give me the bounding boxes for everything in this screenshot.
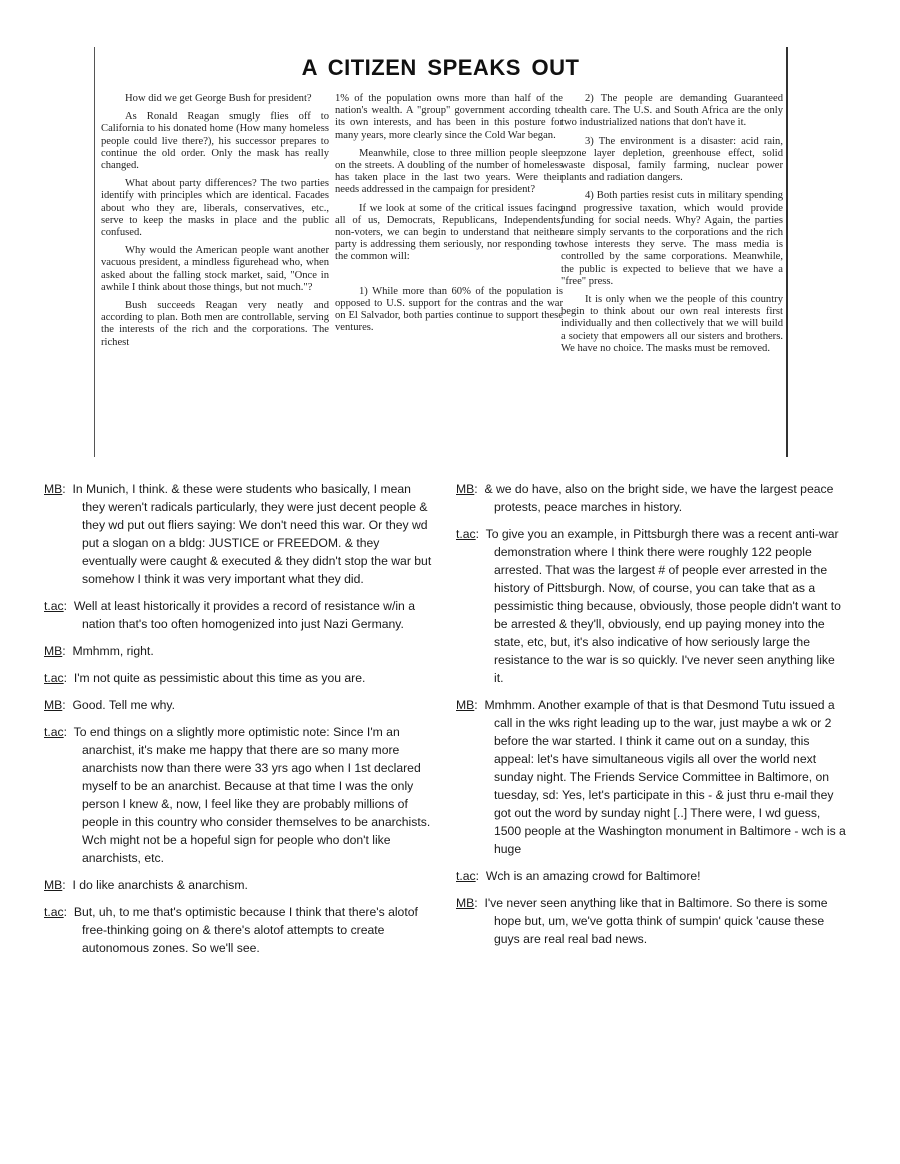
transcript-left-column <box>44 480 434 966</box>
clipping-paragraph: As Ronald Reagan smugly flies off to California to his donated home (How many homeless people could live there?), his successor prepares to continue the old order. Only the mask has really changed. <box>101 111 329 172</box>
dialogue-text: But, uh, to me that's optimistic because I think that there's alotof free-thinking going on & there's alotof attempts to create autonomous zones. So we'll see. <box>73 905 418 955</box>
dialogue-text: Mmhmm. Another example of that is that Desmond Tutu issued a call in the wks right leading up to the war, just maybe a wk or 2 before the war started. I think it came out on a sunday, this appeal: let's have simultaneous vigils all over the world next sunday night. The Friends Service Committee in Baltimore, on tuesday, sd: Yes, let's participate in this - & just thru e-mail they got out the word by sunday night [..] There were, I wd guess, 1500 people at the Washington monument in Baltimore - wch is a huge <box>484 698 846 856</box>
dialogue-entry: MB: Mmhmm, right. <box>44 644 154 658</box>
dialogue-text: In Munich, I think. & these were students who basically, I mean they weren't radicals particularly, they were just decent people & they wd put out fliers saying: We don't need this war. Or they wd put a slogan on a bldg: JUSTICE or FREEDOM. & they eventually were caught & executed & they didn't stop the war but somehow I think it was very important what they did. <box>72 482 432 586</box>
dialogue-entry: MB: Mmhmm. Another example of that is that Desmond Tutu issued a call in the wks right leading up to the war, just maybe a wk or 2 before the war started. I think it came out on a sunday, this appeal: let's have simultaneous vigils all over the world next sunday night. The Friends Service Committee in Baltimore, on tuesday, sd: Yes, let's participate in this - & just thru e-mail they got out the word by sunday night [..] There were, I wd guess, 1500 people at the Washington monument in Baltimore - wch is a huge <box>456 698 846 856</box>
clipping-paragraph: Bush succeeds Reagan very neatly and according to plan. Both men are controllable, serving the interests of the rich and the corporations. The richest <box>101 300 329 348</box>
speaker-label: MB <box>44 482 63 496</box>
dialogue-text: & we do have, also on the bright side, we have the largest peace protests, peace marches in history. <box>484 482 834 514</box>
clipping-title: A CITIZEN SPEAKS OUT <box>301 55 580 80</box>
dialogue-entry: MB: & we do have, also on the bright side, we have the largest peace protests, peace marches in history. <box>456 482 834 514</box>
speaker-label: MB <box>456 698 475 712</box>
dialogue-text: I'm not quite as pessimistic about this time as you are. <box>73 671 366 685</box>
dialogue-text: I do like anarchists & anarchism. <box>72 878 248 892</box>
clipping-paragraph: 1) While more than 60% of the population is opposed to U.S. support for the contras and the war on El Salvador, both parties continue to support these ventures. <box>335 285 563 334</box>
dialogue-text: Well at least historically it provides a record of resistance w/in a nation that's too often homogenized into just Nazi Germany. <box>73 599 415 631</box>
speaker-label: MB <box>456 482 475 496</box>
speaker-label: t.ac <box>44 671 64 685</box>
speaker-label: t.ac <box>44 599 64 613</box>
dialogue-text: To give you an example, in Pittsburgh there was a recent anti-war demonstration where I think there were roughly 122 people arrested. That was the largest # of people ever arrested in the history of Pittsburgh. Now, of course, you can take that as a pessimistic thing because, obviously, those people didn't want to be arrested & they'll, obviously, end up paying money into the state, etc, but, it's also indicative of how seriously large the resistance to the war is so quickly. I've never seen anything like it. <box>485 527 841 685</box>
clipping-column-3 <box>561 93 783 361</box>
speaker-label: MB <box>44 878 63 892</box>
clipping-column-1 <box>101 93 329 355</box>
dialogue-entry: t.ac: To end things on a slightly more optimistic note: Since I'm an anarchist, it's make me happy that there are so many more anarchists now than there were 33 yrs ago when I 1st declared myself to be an anarchist. Because at that time I was the only person I knew &, now, I feel like they are probably millions of people in this country who consider themselves to be anarchists. Wch might not be a hopeful sign for people who don't like anarchists, etc. <box>44 725 431 865</box>
dialogue-text: Mmhmm, right. <box>72 644 154 658</box>
speaker-label: MB <box>44 644 63 658</box>
clipping-paragraph: Meanwhile, close to three million people sleep on the streets. A doubling of the number of homeless has taken place in the last two years. Were their needs addressed in the campaign for president? <box>335 147 563 196</box>
dialogue-entry: MB: Good. Tell me why. <box>44 698 175 712</box>
dialogue-entry: t.ac: I'm not quite as pessimistic about this time as you are. <box>44 671 366 685</box>
dialogue-entry: t.ac: Well at least historically it provides a record of resistance w/in a nation that's too often homogenized into just Nazi Germany. <box>44 599 415 631</box>
dialogue-entry: MB: In Munich, I think. & these were students who basically, I mean they weren't radicals particularly, they were just decent people & they wd put out fliers saying: We don't need this war. Or they wd put a slogan on a bldg: JUSTICE or FREEDOM. & they eventually were caught & executed & they didn't stop the war but somehow I think it was very important what they did. <box>44 482 432 586</box>
clipping-paragraph: 1% of the population owns more than half of the nation's wealth. A "group" government according to its own interests, and has been in this posture for many years, more clearly since the Cold War began. <box>335 93 563 141</box>
clipping-paragraph: How did we get George Bush for president? <box>125 93 312 104</box>
clipping-paragraph: 2) The people are demanding Guaranteed health care. The U.S. and South Africa are the only two industrialized nations that don't have it. <box>561 93 783 129</box>
dialogue-text: Wch is an amazing crowd for Baltimore! <box>485 869 701 883</box>
speaker-label: t.ac <box>44 905 64 919</box>
speaker-label: MB <box>44 698 63 712</box>
dialogue-entry: t.ac: Wch is an amazing crowd for Baltimore! <box>456 869 701 883</box>
speaker-label: t.ac <box>44 725 64 739</box>
clipping-paragraph: What about party differences? The two parties identify with principles which are identical. Facades about who they are, liberals, conservatives, etc., serve to keep the masks in place and the public confused. <box>101 178 329 239</box>
clipping-paragraph: Why would the American people want another vacuous president, a mindless figurehead who, when asked about the falling stock market, said, "Once in awhile I think about those things, but not much."? <box>101 245 329 293</box>
clipping-paragraph: It is only when we the people of this country begin to think about our own real interests first individually and then collectively that we will build a society that empowers all our sisters and brothers. We have no choice. The masks must be removed. <box>561 294 783 354</box>
newspaper-clipping <box>94 47 788 457</box>
transcript-right-column <box>456 480 846 957</box>
dialogue-entry: MB: I've never seen anything like that in Baltimore. So there is some hope but, um, we've gotta think of sumpin' quick 'cause these guys are real real bad news. <box>456 896 828 946</box>
speaker-label: t.ac <box>456 869 476 883</box>
clipping-paragraph: If we look at some of the critical issues facing all of us, Democrats, Republicans, Independents, non-voters, we can begin to understand that neither party is addressing them seriously, nor responding to the common will: <box>335 202 563 263</box>
dialogue-text: Good. Tell me why. <box>72 698 175 712</box>
clipping-column-2 <box>335 93 563 340</box>
dialogue-text: I've never seen anything like that in Baltimore. So there is some hope but, um, we've gotta think of sumpin' quick 'cause these guys are real real bad news. <box>484 896 828 946</box>
clipping-paragraph: 3) The environment is a disaster: acid rain, ozone layer depletion, greenhouse effect, solid waste disposal, family farming, nuclear power plants and radiation dangers. <box>561 135 783 184</box>
dialogue-entry: t.ac: But, uh, to me that's optimistic because I think that there's alotof free-thinking going on & there's alotof attempts to create autonomous zones. So we'll see. <box>44 905 418 955</box>
clipping-paragraph: 4) Both parties resist cuts in military spending and progressive taxation, which would provide funding for social needs. Why? Again, the parties are simply servants to the corporations and the rich whose interests they serve. The mass media is controlled by the same corporations. Meanwhile, the public is expected to believe that we have a "free" press. <box>561 190 783 287</box>
speaker-label: t.ac <box>456 527 476 541</box>
dialogue-entry: MB: I do like anarchists & anarchism. <box>44 878 248 892</box>
dialogue-text: To end things on a slightly more optimistic note: Since I'm an anarchist, it's make me happy that there are so many more anarchists now than there were 33 yrs ago when I 1st declared myself to be an anarchist. Because at that time I was the only person I knew &, now, I feel like they are probably millions of people in this country who consider themselves to be anarchists. Wch might not be a hopeful sign for people who don't like anarchists, etc. <box>73 725 431 865</box>
speaker-label: MB <box>456 896 475 910</box>
dialogue-entry: t.ac: To give you an example, in Pittsburgh there was a recent anti-war demonstration where I think there were roughly 122 people arrested. That was the largest # of people ever arrested in the history of Pittsburgh. Now, of course, you can take that as a pessimistic thing because, obviously, those people didn't want to be arrested & they'll, obviously, end up paying money into the state, etc, but, it's also indicative of how seriously large the resistance to the war is so quickly. I've never seen anything like it. <box>456 527 841 685</box>
